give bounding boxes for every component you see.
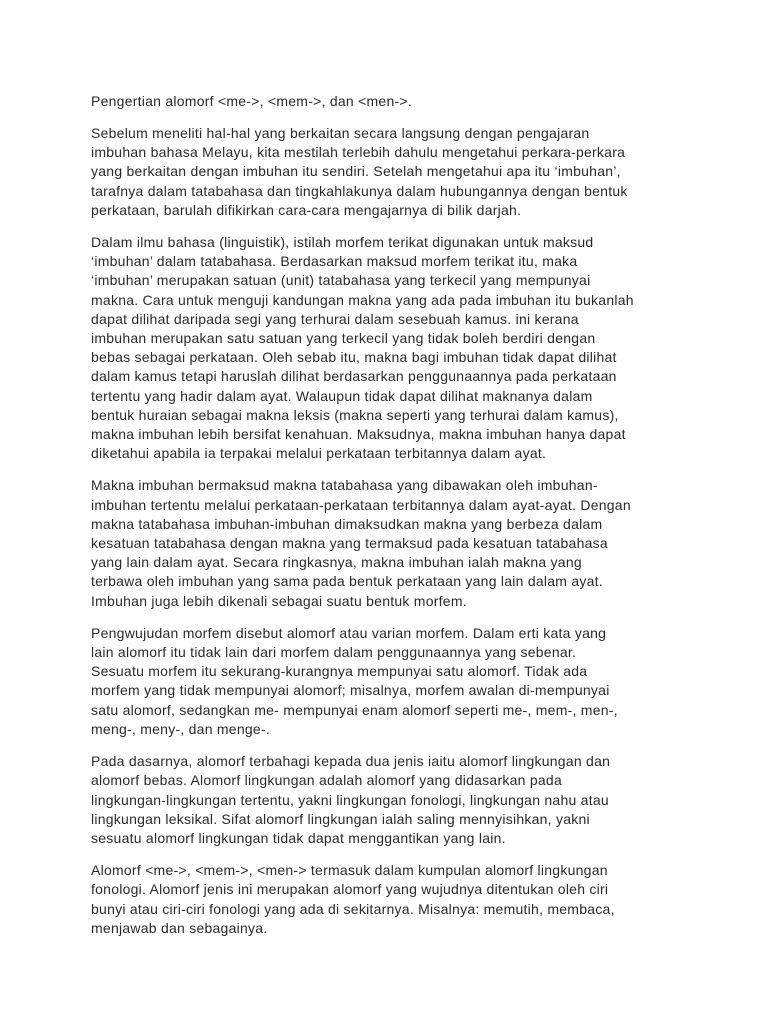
paragraph-6 bbox=[91, 861, 688, 938]
text-line: lain alomorf itu tidak lain dari morfem dalam penggunaannya yang sebenar. bbox=[91, 644, 577, 661]
text-line: makna imbuhan lebih bersifat kenahuan. Maksudnya, makna imbuhan hanya dapat bbox=[91, 426, 626, 443]
text-line: perkataan, barulah difikirkan cara-cara mengajarnya di bilik darjah. bbox=[91, 201, 522, 218]
document-title: Pengertian alomorf <me->, <mem->, dan <men->. bbox=[91, 93, 412, 109]
text-line: makna tatabahasa imbuhan-imbuhan dimaksudkan makna yang berbeza dalam bbox=[91, 515, 603, 532]
text-line: Pengwujudan morfem disebut alomorf atau varian morfem. Dalam erti kata yang bbox=[91, 624, 607, 641]
text-line: lingkungan leksikal. Sifat alomorf lingkungan ialah saling mennyisihkan, yakni bbox=[91, 810, 590, 827]
text-line: morfem yang tidak mempunyai alomorf; misalnya, morfem awalan di-mempunyai bbox=[91, 682, 610, 699]
text-line: lingkungan-lingkungan tertentu, yakni lingkungan fonologi, lingkungan nahu atau bbox=[91, 791, 609, 808]
text-line: yang berkaitan dengan imbuhan itu sendiri. Setelah mengetahui apa itu ‘imbuhan’, bbox=[91, 163, 621, 180]
text-line: fonologi. Alomorf jenis ini merupakan alomorf yang wujudnya ditentukan oleh ciri bbox=[91, 881, 609, 898]
text-line: makna. Cara untuk menguji kandungan makna yang ada pada imbuhan itu bukanlah bbox=[91, 291, 634, 308]
paragraph-1 bbox=[91, 124, 688, 220]
text-line: dalam kamus tetapi haruslah dilihat berdasarkan penggunaannya pada perkataan bbox=[91, 368, 617, 385]
text-line: meng-, meny-, dan menge-. bbox=[91, 720, 270, 737]
text-line: Alomorf <me->, <mem->, <men-> termasuk dalam kumpulan alomorf lingkungan bbox=[91, 862, 608, 879]
text-line: Makna imbuhan bermaksud makna tatabahasa yang dibawakan oleh imbuhan- bbox=[91, 477, 598, 494]
text-line: satu alomorf, sedangkan me- mempunyai enam alomorf seperti me-, mem-, men-, bbox=[91, 701, 618, 718]
text-line: alomorf bebas. Alomorf lingkungan adalah alomorf yang didasarkan pada bbox=[91, 772, 562, 789]
text-line: Imbuhan juga lebih dikenali sebagai suatu bentuk morfem. bbox=[91, 592, 467, 609]
text-line: bentuk huraian sebagai makna leksis (makna seperti yang terhurai dalam kamus), bbox=[91, 406, 619, 423]
text-line: ‘imbuhan’ dalam tatabahasa. Berdasarkan maksud morfem terikat itu, maka bbox=[91, 253, 578, 270]
text-line: dapat dilihat daripada segi yang terhurai dalam sesebuah kamus. ini kerana bbox=[91, 310, 579, 327]
text-line: sesuatu alomorf lingkungan tidak dapat menggantikan yang lain. bbox=[91, 829, 506, 846]
text-line: kesatuan tatabahasa dengan makna yang termaksud pada kesatuan tatabahasa bbox=[91, 535, 608, 552]
text-line: Sesuatu morfem itu sekurang-kurangnya mempunyai satu alomorf. Tidak ada bbox=[91, 663, 588, 680]
paragraph-3 bbox=[91, 476, 688, 610]
text-line: menjawab dan sebagainya. bbox=[91, 919, 268, 936]
text-line: Dalam ilmu bahasa (linguistik), istilah morfem terikat digunakan untuk maksud bbox=[91, 234, 594, 251]
text-line: imbuhan merupakan satu satuan yang terkecil yang tidak boleh berdiri dengan bbox=[91, 330, 596, 347]
text-line: yang lain dalam ayat. Secara ringkasnya, makna imbuhan ialah makna yang bbox=[91, 554, 582, 571]
text-line: terbawa oleh imbuhan yang sama pada bentuk perkataan yang lain dalam ayat. bbox=[91, 573, 603, 590]
text-line: tarafnya dalam tatabahasa dan tingkahlakunya dalam hubungannya dengan bentuk bbox=[91, 182, 628, 199]
text-line: diketahui apabila ia terpakai melalui perkataan terbitannya dalam ayat. bbox=[91, 445, 547, 462]
paragraph-4 bbox=[91, 624, 688, 739]
text-line: Pada dasarnya, alomorf terbahagi kepada dua jenis iaitu alomorf lingkungan dan bbox=[91, 753, 611, 770]
text-line: imbuhan tertentu melalui perkataan-perkataan terbitannya dalam ayat-ayat. Dengan bbox=[91, 496, 631, 513]
text-line: bunyi atau ciri-ciri fonologi yang ada di sekitarnya. Misalnya: memutih, membaca, bbox=[91, 900, 615, 917]
text-line: Sebelum meneliti hal-hal yang berkaitan secara langsung dengan pengajaran bbox=[91, 125, 590, 141]
paragraph-2 bbox=[91, 233, 688, 463]
text-line: imbuhan bahasa Melayu, kita mestilah terlebih dahulu mengetahui perkara-perkara bbox=[91, 144, 626, 161]
text-line: ‘imbuhan’ merupakan satuan (unit) tatabahasa yang terkecil yang mempunyai bbox=[91, 272, 591, 289]
text-line: bebas sebagai perkataan. Oleh sebab itu, makna bagi imbuhan tidak dapat dilihat bbox=[91, 349, 617, 366]
text-line: tertentu yang hadir dalam ayat. Walaupun tidak dapat dilihat maknanya dalam bbox=[91, 387, 593, 404]
paragraph-5 bbox=[91, 752, 688, 848]
